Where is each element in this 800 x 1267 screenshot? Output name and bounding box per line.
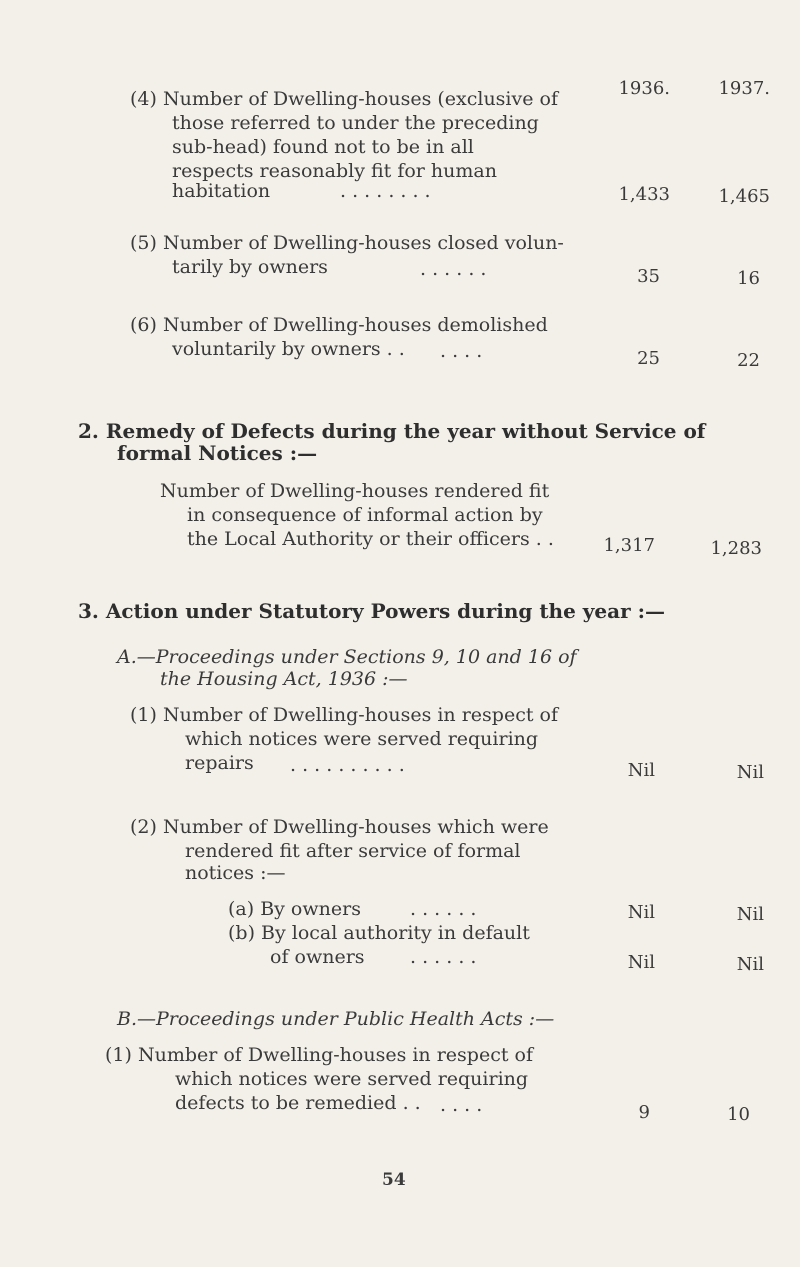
section2-line1: Number of Dwelling-houses rendered fit <box>160 480 550 502</box>
section3-a2-line2: rendered fit after service of formal <box>185 840 521 862</box>
item6-dots: . . . . <box>440 340 483 362</box>
item4-value-1937: 1,465 <box>718 186 770 207</box>
section3-a1-line3: repairs <box>185 752 254 774</box>
item4-line1: (4) Number of Dwelling-houses (exclusive of <box>130 88 559 110</box>
item6-line2: voluntarily by owners . . <box>172 338 405 360</box>
section3-a1-line1: (1) Number of Dwelling-houses in respect of <box>130 704 558 726</box>
section2-line2: in consequence of informal action by <box>187 504 543 526</box>
section3-a2-b-label-line1: (b) By local authority in default <box>228 922 530 944</box>
section3-b1-dots: . . . . <box>440 1094 483 1116</box>
item4-line5: habitation <box>172 180 271 202</box>
item5-dots: . . . . . . <box>420 258 487 280</box>
section3-a2-line3: notices :— <box>185 862 286 884</box>
item4-line3: sub-head) found not to be in all <box>172 136 474 158</box>
section3-b1-line1: (1) Number of Dwelling-houses in respect of <box>105 1044 533 1066</box>
year-1937-header: 1937. <box>718 78 770 99</box>
section3-a1-value-1936: Nil <box>627 760 655 781</box>
page-number: 54 <box>382 1170 406 1190</box>
section3-a2-b-value-1937: Nil <box>736 954 764 975</box>
section3-a2-b-dots: . . . . . . <box>410 946 477 968</box>
section3-a1-value-1937: Nil <box>736 762 764 783</box>
section3-a1-dots: . . . . . . . . . . <box>290 754 405 776</box>
section3-a2-a-value-1937: Nil <box>736 904 764 925</box>
section3-a2-a-dots: . . . . . . <box>410 898 477 920</box>
item5-line1: (5) Number of Dwelling-houses closed volun- <box>130 232 564 254</box>
item5-line2: tarily by owners <box>172 256 328 278</box>
section3-subheading-a-line2: the Housing Act, 1936 :— <box>160 668 408 690</box>
section2-heading-line2: formal Notices :— <box>117 441 318 465</box>
year-1936-header: 1936. <box>618 78 670 99</box>
item4-line2: those referred to under the preceding <box>172 112 539 134</box>
section3-b1-line2: which notices were served requiring <box>175 1068 529 1090</box>
section3-b1-value-1936: 9 <box>638 1102 650 1123</box>
section3-a1-line2: which notices were served requiring <box>185 728 539 750</box>
item5-value-1936: 35 <box>637 266 660 287</box>
item6-line1: (6) Number of Dwelling-houses demolished <box>130 314 548 336</box>
section3-subheading-a-line1: A.—Proceedings under Sections 9, 10 and 16 of <box>117 646 577 668</box>
section3-a2-b-value-1936: Nil <box>627 952 655 973</box>
section3-a2-line1: (2) Number of Dwelling-houses which were <box>130 816 549 838</box>
section3-heading: 3. Action under Statutory Powers during the year :— <box>78 599 665 623</box>
item4-value-1936: 1,433 <box>618 184 670 205</box>
section3-a2-a-value-1936: Nil <box>627 902 655 923</box>
section2-heading-line1: 2. Remedy of Defects during the year without Service of <box>78 419 706 443</box>
item4-line4: respects reasonably fit for human <box>172 160 497 182</box>
section3-b1-value-1937: 10 <box>727 1104 750 1125</box>
section3-a2-b-label-line2: of owners <box>270 946 365 968</box>
item6-value-1936: 25 <box>637 348 660 369</box>
section3-b1-line3: defects to be remedied . . <box>175 1092 421 1114</box>
section3-a2-a-label: (a) By owners <box>228 898 361 920</box>
section3-subheading-b: B.—Proceedings under Public Health Acts :— <box>117 1008 555 1030</box>
section2-line3: the Local Authority or their officers . . <box>187 528 554 550</box>
section2-value-1936: 1,317 <box>603 535 655 556</box>
section2-value-1937: 1,283 <box>710 538 762 559</box>
item5-value-1937: 16 <box>737 268 760 289</box>
item6-value-1937: 22 <box>737 350 760 371</box>
item4-dots: . . . . . . . . <box>340 180 431 202</box>
